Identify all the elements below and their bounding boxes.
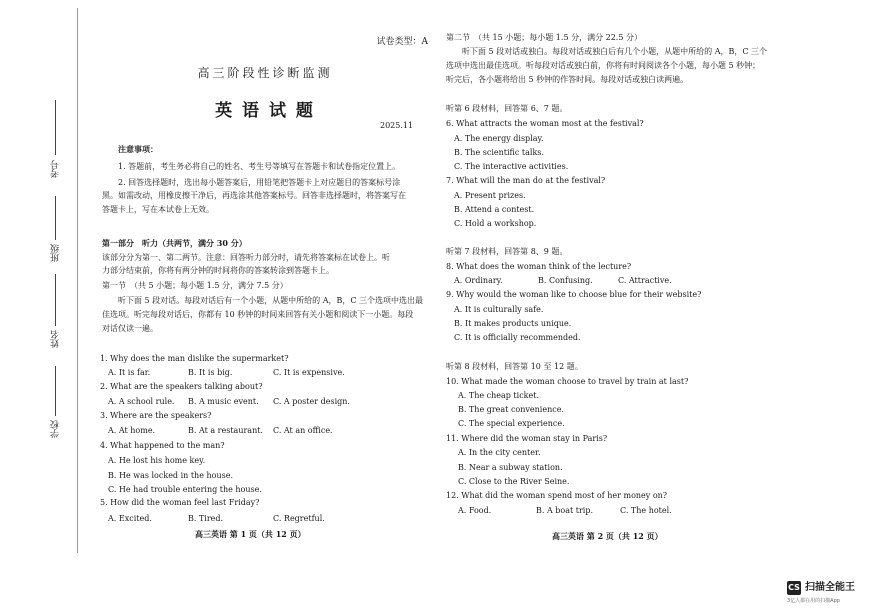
option-6c[interactable]: C. The interactive activities. bbox=[454, 162, 569, 171]
option-12c[interactable]: C. The hotel. bbox=[620, 506, 672, 515]
option-1b[interactable]: B. It is big. bbox=[188, 368, 233, 377]
option-1a[interactable]: A. It is far. bbox=[108, 368, 151, 377]
paper-type: 试卷类型：A bbox=[376, 37, 428, 47]
page-title: 英 语 试 题 bbox=[215, 101, 315, 121]
option-10c[interactable]: C. The special experience. bbox=[458, 419, 565, 428]
option-3c[interactable]: C. At an office. bbox=[273, 426, 333, 435]
question-5: 5. How did the woman feel last Friday? bbox=[100, 498, 260, 507]
question-6: 6. What attracts the woman most at the festival? bbox=[446, 119, 644, 128]
class-label: 班级 bbox=[51, 244, 61, 262]
question-1: 1. Why does the man dislike the supermarket? bbox=[100, 354, 289, 363]
exam-no-label: 考号 bbox=[51, 160, 61, 178]
option-8b[interactable]: B. Confusing. bbox=[538, 276, 593, 285]
section1-intro-c: 对话仅读一遍。 bbox=[102, 324, 158, 333]
option-4b[interactable]: B. He was locked in the house. bbox=[108, 471, 233, 480]
option-10b[interactable]: B. The great convenience. bbox=[458, 405, 564, 414]
class-line bbox=[55, 196, 56, 240]
option-8c[interactable]: C. Attractive. bbox=[618, 276, 672, 285]
notes-heading: 注意事项： bbox=[118, 144, 158, 154]
option-9a[interactable]: A. It is culturally safe. bbox=[454, 305, 544, 314]
footer-page-1: 高三英语 第 1 页（共 12 页） bbox=[195, 529, 306, 539]
options-1 bbox=[108, 367, 345, 379]
question-4: 4. What happened to the man? bbox=[100, 441, 225, 450]
name-label: 姓名 bbox=[51, 330, 61, 348]
options-8 bbox=[454, 275, 672, 287]
option-12b[interactable]: B. A boat trip. bbox=[536, 506, 594, 515]
section2-intro-c: 听完后，各小题将给出 5 秒钟的作答时间。每段对话或独白读两遍。 bbox=[446, 75, 689, 84]
scanner-tagline: 3亿人都在用的扫描App bbox=[787, 598, 840, 604]
question-8: 8. What does the woman think of the lecture? bbox=[446, 262, 632, 271]
exam-no-line bbox=[55, 100, 56, 155]
option-11a[interactable]: A. In the city center. bbox=[458, 448, 541, 457]
question-12: 12. What did the woman spend most of her money on? bbox=[446, 491, 668, 500]
option-1c[interactable]: C. It is expensive. bbox=[273, 368, 345, 377]
footer-page-2: 高三英语 第 2 页（共 12 页） bbox=[552, 531, 663, 541]
option-4a[interactable]: A. He lost his home key. bbox=[108, 456, 206, 465]
options-5 bbox=[108, 513, 325, 525]
notes-p2a: 2. 回答选择题时，选出每小题答案后，用铅笔把答题卡上对应题目的答案标号涂 bbox=[118, 178, 401, 187]
option-3b[interactable]: B. At a restaurant. bbox=[188, 426, 263, 435]
options-12 bbox=[458, 505, 672, 517]
option-6a[interactable]: A. The energy display. bbox=[454, 134, 544, 143]
option-7a[interactable]: A. Present prizes. bbox=[454, 191, 526, 200]
part1-intro-b: 力部分结束前，你将有两分钟的时间将你的答案转涂到答题卡上。 bbox=[102, 266, 334, 275]
option-2a[interactable]: A. A school rule. bbox=[108, 397, 175, 406]
name-line bbox=[55, 274, 56, 326]
question-3: 3. Where are the speakers? bbox=[100, 411, 212, 420]
scanner-brand: 扫描全能王 bbox=[805, 582, 855, 593]
section2-intro-b: 选项中选出最佳选项。听每段对话或独白前，你将有时间阅读各个小题，每小题 5 秒钟； bbox=[446, 61, 761, 70]
exam-date: 2025.11 bbox=[380, 121, 414, 130]
option-11b[interactable]: B. Near a subway station. bbox=[458, 463, 563, 472]
section1-intro-b: 佳选项。听完每段对话后，你都有 10 秒钟的时间来回答有关小题和阅读下一小题。每段 bbox=[102, 310, 414, 319]
options-3 bbox=[108, 425, 333, 437]
option-9c[interactable]: C. It is officially recommended. bbox=[454, 333, 581, 342]
group7-heading: 听第 7 段材料，回答第 8、9 题。 bbox=[446, 247, 568, 256]
scanner-logo-icon: CS bbox=[787, 581, 801, 595]
option-5b[interactable]: B. Tired. bbox=[188, 514, 224, 523]
option-5c[interactable]: C. Regretful. bbox=[273, 514, 325, 523]
school-label: 学校 bbox=[51, 420, 61, 438]
option-9b[interactable]: B. It makes products unique. bbox=[454, 319, 572, 328]
section2-intro-a: 听下面 5 段对话或独白。每段对话或独白后有几个小题，从题中所给的 A，B，C 三个 bbox=[462, 47, 768, 56]
option-4c[interactable]: C. He had trouble entering the house. bbox=[108, 485, 262, 494]
question-9: 9. Why would the woman like to choose blue for their website? bbox=[446, 290, 702, 299]
group8-heading: 听第 8 段材料，回答第 10 至 12 题。 bbox=[446, 362, 583, 371]
options-2 bbox=[108, 396, 350, 408]
section1-intro-a: 听下面 5 段对话。每段对话后有一个小题，从题中所给的 A，B，C 三个选项中选出最 bbox=[118, 296, 424, 305]
option-6b[interactable]: B. The scientific talks. bbox=[454, 148, 544, 157]
notes-p2b: 黑。如需改动，用橡皮擦干净后，再选涂其他答案标号。回答非选择题时，将答案写在 bbox=[102, 191, 406, 200]
option-8a[interactable]: A. Ordinary. bbox=[454, 276, 503, 285]
option-12a[interactable]: A. Food. bbox=[458, 506, 492, 515]
question-2: 2. What are the speakers talking about? bbox=[100, 382, 263, 391]
option-10a[interactable]: A. The cheap ticket. bbox=[458, 391, 540, 400]
subtitle: 高三阶段性诊断监测 bbox=[197, 66, 333, 80]
option-7c[interactable]: C. Hold a workshop. bbox=[454, 219, 537, 228]
notes-p2c: 答题卡上，写在本试卷上无效。 bbox=[102, 205, 214, 214]
part1-heading: 第一部分 听力（共两节，满分 30 分） bbox=[102, 238, 247, 248]
school-line bbox=[55, 366, 56, 416]
option-5a[interactable]: A. Excited. bbox=[108, 514, 152, 523]
option-11c[interactable]: C. Close to the River Seine. bbox=[458, 477, 570, 486]
option-3a[interactable]: A. At home. bbox=[108, 426, 156, 435]
notes-p1: 1. 答题前，考生务必将自己的姓名、考生号等填写在答题卡和试卷指定位置上。 bbox=[118, 162, 401, 171]
option-7b[interactable]: B. Attend a contest. bbox=[454, 205, 535, 214]
question-11: 11. Where did the woman stay in Paris? bbox=[446, 434, 608, 443]
part1-intro-a: 该部分分为第一、第二两节。注意：回答听力部分时，请先将答案标在试卷上。听 bbox=[102, 253, 390, 262]
section1-heading: 第一节 （共 5 小题；每小题 1.5 分，满分 7.5 分） bbox=[102, 281, 288, 290]
question-7: 7. What will the man do at the festival? bbox=[446, 176, 606, 185]
question-10: 10. What made the woman choose to travel by train at last? bbox=[446, 377, 689, 386]
binding-fold-line bbox=[77, 8, 78, 553]
group6-heading: 听第 6 段材料，回答第 6、7 题。 bbox=[446, 104, 568, 113]
section2-heading: 第二节 （共 15 小题；每小题 1.5 分，满分 22.5 分） bbox=[446, 33, 642, 42]
option-2c[interactable]: C. A poster design. bbox=[273, 397, 350, 406]
option-2b[interactable]: B. A music event. bbox=[188, 397, 259, 406]
